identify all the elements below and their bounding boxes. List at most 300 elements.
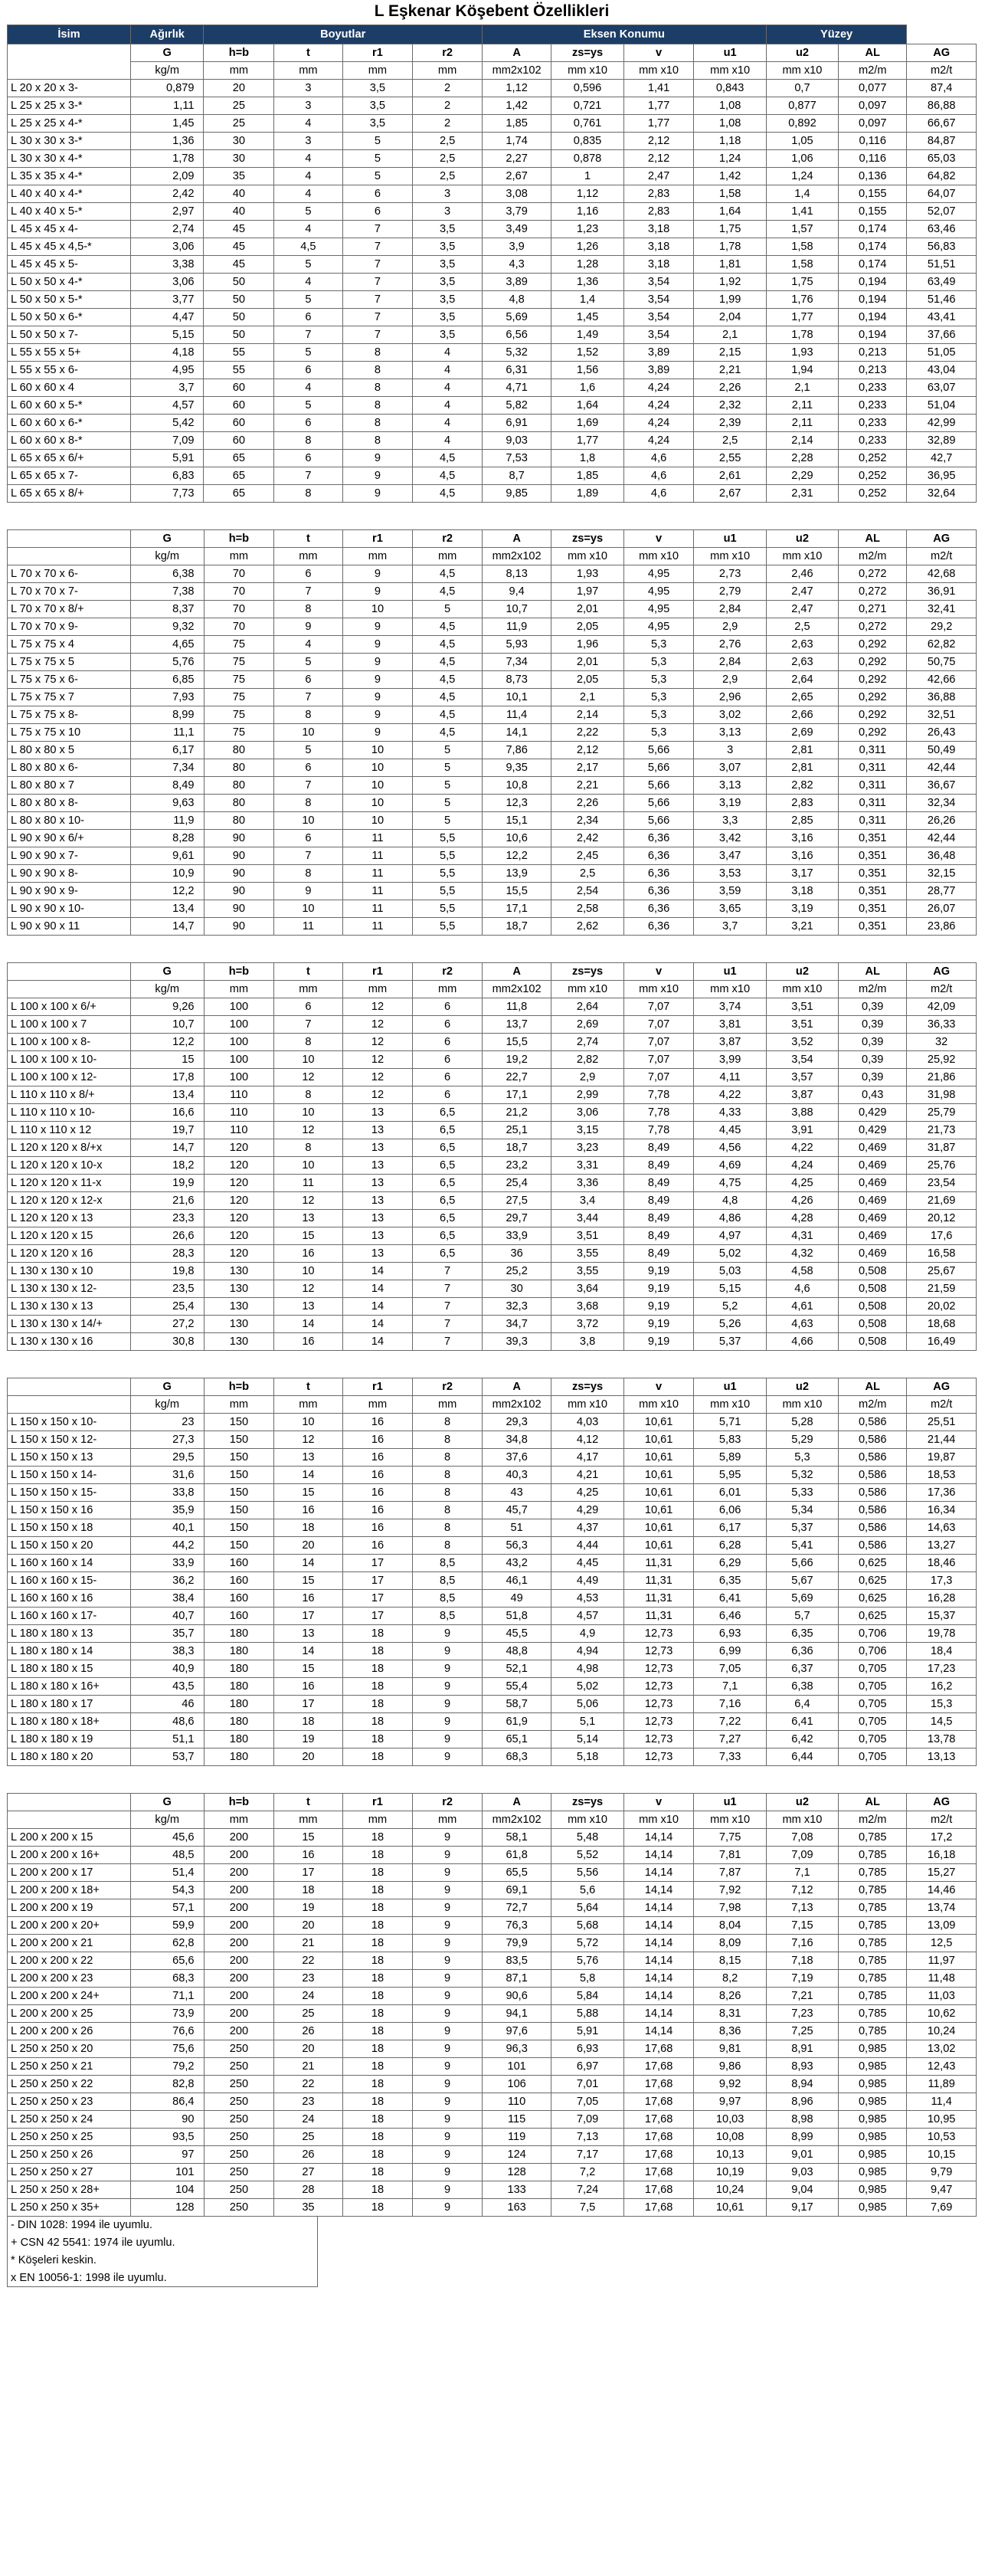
value-cell: 5,5: [413, 918, 483, 936]
table-row: [8, 636, 977, 654]
value-cell: 65,6: [130, 1952, 204, 1970]
value-cell: 3,87: [766, 1086, 838, 1104]
unit-header: mm: [204, 548, 274, 565]
profile-name-cell: L 120 x 120 x 15: [8, 1227, 131, 1245]
value-cell: 5,91: [551, 2023, 623, 2040]
profile-name-cell: L 50 x 50 x 4-*: [8, 274, 131, 291]
value-cell: 13: [342, 1175, 413, 1192]
value-cell: 12: [342, 998, 413, 1016]
value-cell: 1,76: [766, 291, 838, 309]
value-cell: 6,01: [694, 1484, 766, 1502]
value-cell: 4,11: [694, 1069, 766, 1086]
value-cell: 6: [274, 309, 342, 326]
value-cell: 6,36: [623, 847, 694, 865]
value-cell: 12,73: [623, 1643, 694, 1660]
value-cell: 27,5: [482, 1192, 551, 1210]
value-cell: 4,5: [413, 671, 483, 689]
value-cell: 2,62: [551, 918, 623, 936]
table-row: [8, 1263, 977, 1280]
value-cell: 3,5: [413, 256, 483, 274]
profile-name-cell: L 250 x 250 x 28+: [8, 2181, 131, 2199]
value-cell: 3: [274, 80, 342, 97]
value-cell: 0,351: [839, 847, 907, 865]
value-cell: 17,68: [623, 2146, 694, 2164]
value-cell: 30,8: [130, 1333, 204, 1351]
value-cell: 2,21: [694, 362, 766, 379]
value-cell: 3,5: [413, 291, 483, 309]
value-cell: 4,25: [766, 1175, 838, 1192]
value-cell: 0,835: [551, 133, 623, 150]
value-cell: 3,16: [766, 847, 838, 865]
value-cell: 13: [342, 1210, 413, 1227]
value-cell: 40,9: [130, 1660, 204, 1678]
value-cell: 10: [342, 795, 413, 812]
value-cell: 6,29: [694, 1555, 766, 1572]
value-cell: 14,5: [907, 1713, 977, 1731]
value-cell: 5,02: [694, 1245, 766, 1263]
value-cell: 35,9: [130, 1502, 204, 1519]
value-cell: 14,14: [623, 1864, 694, 1882]
value-cell: 4,37: [551, 1519, 623, 1537]
value-cell: 16: [342, 1414, 413, 1431]
column-header: h=b: [204, 963, 274, 981]
value-cell: 0,586: [839, 1414, 907, 1431]
value-cell: 10: [274, 1104, 342, 1122]
value-cell: 9: [413, 1952, 483, 1970]
value-cell: 2,81: [766, 759, 838, 777]
name-unit-cell: [8, 981, 131, 998]
value-cell: 51,05: [907, 344, 977, 362]
table-row: [8, 1122, 977, 1139]
table-row: [8, 812, 977, 830]
unit-header: m2/t: [907, 548, 977, 565]
value-cell: 43,41: [907, 309, 977, 326]
value-cell: 7: [342, 221, 413, 238]
value-cell: 5,37: [694, 1333, 766, 1351]
value-cell: 8,28: [130, 830, 204, 847]
value-cell: 9: [413, 2164, 483, 2181]
value-cell: 9: [413, 1625, 483, 1643]
value-cell: 6: [413, 1086, 483, 1104]
value-cell: 15,37: [907, 1608, 977, 1625]
value-cell: 10,61: [623, 1502, 694, 1519]
value-cell: 200: [204, 1970, 274, 1988]
value-cell: 2,15: [694, 344, 766, 362]
value-cell: 32,64: [907, 485, 977, 503]
value-cell: 200: [204, 1847, 274, 1864]
unit-header-row: [8, 981, 977, 998]
value-cell: 0,097: [839, 115, 907, 133]
value-cell: 8,49: [623, 1210, 694, 1227]
value-cell: 7: [342, 274, 413, 291]
column-header: r2: [413, 530, 483, 548]
value-cell: 2,69: [766, 724, 838, 742]
value-cell: 0,586: [839, 1537, 907, 1555]
value-cell: 4,95: [623, 583, 694, 601]
value-cell: 15: [274, 1572, 342, 1590]
value-cell: 9: [342, 636, 413, 654]
column-header: r1: [342, 963, 413, 981]
column-header: h=b: [204, 44, 274, 62]
value-cell: 3: [413, 185, 483, 203]
column-header: A: [482, 44, 551, 62]
value-cell: 50,75: [907, 654, 977, 671]
profile-name-cell: L 200 x 200 x 19: [8, 1899, 131, 1917]
unit-header: mm x10: [551, 62, 623, 80]
value-cell: 5,15: [130, 326, 204, 344]
value-cell: 1,75: [694, 221, 766, 238]
value-cell: 5,66: [766, 1555, 838, 1572]
value-cell: 7,1: [694, 1678, 766, 1696]
value-cell: 38,3: [130, 1643, 204, 1660]
value-cell: 2,66: [766, 706, 838, 724]
value-cell: 2,42: [130, 185, 204, 203]
value-cell: 4,45: [551, 1555, 623, 1572]
value-cell: 5,5: [413, 883, 483, 900]
table-row: [8, 256, 977, 274]
value-cell: 56,83: [907, 238, 977, 256]
value-cell: 9: [413, 2199, 483, 2217]
value-cell: 16,49: [907, 1333, 977, 1351]
column-header: zs=ys: [551, 530, 623, 548]
value-cell: 7: [413, 1263, 483, 1280]
value-cell: 55: [204, 344, 274, 362]
value-cell: 15: [130, 1051, 204, 1069]
value-cell: 0,43: [839, 1086, 907, 1104]
profile-name-cell: L 65 x 65 x 7-: [8, 467, 131, 485]
value-cell: 2,76: [694, 636, 766, 654]
value-cell: 30: [204, 150, 274, 168]
value-cell: 6: [274, 830, 342, 847]
table-row: [8, 1449, 977, 1467]
value-cell: 0,705: [839, 1678, 907, 1696]
value-cell: 14,14: [623, 1899, 694, 1917]
value-cell: 14: [342, 1316, 413, 1333]
value-cell: 8,5: [413, 1572, 483, 1590]
column-header: AG: [907, 963, 977, 981]
table-row: [8, 379, 977, 397]
value-cell: 16: [342, 1431, 413, 1449]
value-cell: 15,5: [482, 1034, 551, 1051]
value-cell: 2: [413, 97, 483, 115]
value-cell: 3,51: [551, 1227, 623, 1245]
value-cell: 2,42: [551, 830, 623, 847]
unit-header: mm2x102: [482, 62, 551, 80]
column-header: u1: [694, 44, 766, 62]
value-cell: 13: [342, 1104, 413, 1122]
table-row: [8, 1431, 977, 1449]
unit-header: kg/m: [130, 1396, 204, 1414]
value-cell: 6,38: [130, 565, 204, 583]
value-cell: 12: [274, 1122, 342, 1139]
value-cell: 150: [204, 1537, 274, 1555]
value-cell: 8: [413, 1519, 483, 1537]
value-cell: 8,49: [623, 1227, 694, 1245]
value-cell: 7,22: [694, 1713, 766, 1731]
value-cell: 6,93: [551, 2040, 623, 2058]
value-cell: 128: [482, 2164, 551, 2181]
value-cell: 18: [342, 1917, 413, 1935]
value-cell: 36,2: [130, 1572, 204, 1590]
value-cell: 0,272: [839, 583, 907, 601]
table-row: [8, 1519, 977, 1537]
profile-table-1: [7, 25, 977, 503]
value-cell: 9: [413, 1731, 483, 1748]
value-cell: 8: [413, 1467, 483, 1484]
value-cell: 25: [204, 97, 274, 115]
value-cell: 8: [342, 379, 413, 397]
value-cell: 4,8: [482, 291, 551, 309]
value-cell: 8,5: [413, 1590, 483, 1608]
profile-name-cell: L 25 x 25 x 4-*: [8, 115, 131, 133]
value-cell: 2,79: [694, 583, 766, 601]
value-cell: 0,508: [839, 1280, 907, 1298]
table-row: [8, 1537, 977, 1555]
value-cell: 3,91: [766, 1122, 838, 1139]
value-cell: 61,8: [482, 1847, 551, 1864]
value-cell: 30: [482, 1280, 551, 1298]
value-cell: 5,66: [623, 795, 694, 812]
value-cell: 3,55: [551, 1245, 623, 1263]
value-cell: 90: [204, 847, 274, 865]
value-cell: 29,5: [130, 1449, 204, 1467]
value-cell: 80: [204, 742, 274, 759]
value-cell: 3,55: [551, 1263, 623, 1280]
group-weight: Ağırlık: [130, 25, 204, 44]
value-cell: 1,4: [551, 291, 623, 309]
value-cell: 2,47: [623, 168, 694, 185]
table-row: [8, 2076, 977, 2093]
value-cell: 7,98: [694, 1899, 766, 1917]
column-header: t: [274, 44, 342, 62]
value-cell: 2,11: [766, 415, 838, 432]
value-cell: 48,5: [130, 1847, 204, 1864]
value-cell: 4: [413, 397, 483, 415]
value-cell: 19,9: [130, 1175, 204, 1192]
value-cell: 17: [274, 1696, 342, 1713]
value-cell: 0,272: [839, 565, 907, 583]
value-cell: 5: [274, 397, 342, 415]
table-row: [8, 467, 977, 485]
value-cell: 0,985: [839, 2040, 907, 2058]
value-cell: 17: [342, 1608, 413, 1625]
profile-name-cell: L 90 x 90 x 11: [8, 918, 131, 936]
value-cell: 9: [413, 2146, 483, 2164]
value-cell: 3,47: [694, 847, 766, 865]
footnote: - DIN 1028: 1994 ile uyumlu.: [7, 2217, 318, 2234]
value-cell: 19: [274, 1731, 342, 1748]
value-cell: 8,49: [623, 1192, 694, 1210]
table-row: [8, 1899, 977, 1917]
value-cell: 10: [274, 724, 342, 742]
value-cell: 250: [204, 2164, 274, 2181]
value-cell: 4,98: [551, 1660, 623, 1678]
value-cell: 4,26: [766, 1192, 838, 1210]
table-row: [8, 1847, 977, 1864]
value-cell: 39,3: [482, 1333, 551, 1351]
value-cell: 0,252: [839, 485, 907, 503]
value-cell: 24: [274, 1988, 342, 2005]
value-cell: 4,71: [482, 379, 551, 397]
value-cell: 0,271: [839, 601, 907, 618]
value-cell: 6,28: [694, 1537, 766, 1555]
value-cell: 1,94: [766, 362, 838, 379]
value-cell: 4: [274, 185, 342, 203]
value-cell: 26: [274, 2023, 342, 2040]
value-cell: 10,15: [907, 2146, 977, 2164]
value-cell: 20,02: [907, 1298, 977, 1316]
value-cell: 1,96: [551, 636, 623, 654]
value-cell: 1,58: [766, 256, 838, 274]
value-cell: 14: [274, 1555, 342, 1572]
unit-header: mm: [342, 981, 413, 998]
value-cell: 17,68: [623, 2199, 694, 2217]
value-cell: 2,27: [482, 150, 551, 168]
value-cell: 18: [342, 2181, 413, 2199]
value-cell: 3,88: [766, 1104, 838, 1122]
profile-name-cell: L 110 x 110 x 12: [8, 1122, 131, 1139]
profile-name-cell: L 120 x 120 x 13: [8, 1210, 131, 1227]
value-cell: 1,24: [694, 150, 766, 168]
value-cell: 23,2: [482, 1157, 551, 1175]
value-cell: 51,1: [130, 1731, 204, 1748]
value-cell: 3,06: [551, 1104, 623, 1122]
value-cell: 25,4: [130, 1298, 204, 1316]
value-cell: 17,68: [623, 2111, 694, 2129]
value-cell: 6,17: [130, 742, 204, 759]
table-row: [8, 689, 977, 706]
value-cell: 4,63: [766, 1316, 838, 1333]
value-cell: 6,56: [482, 326, 551, 344]
value-cell: 2,46: [766, 565, 838, 583]
value-cell: 9: [413, 1643, 483, 1660]
value-cell: 5,93: [482, 636, 551, 654]
value-cell: 7,2: [551, 2164, 623, 2181]
value-cell: 0,705: [839, 1731, 907, 1748]
column-header: AL: [839, 963, 907, 981]
value-cell: 3: [274, 133, 342, 150]
name-unit-cell: [8, 1811, 131, 1829]
value-cell: 15: [274, 1484, 342, 1502]
value-cell: 10,8: [482, 777, 551, 795]
value-cell: 5,7: [766, 1608, 838, 1625]
value-cell: 3,18: [623, 221, 694, 238]
value-cell: 120: [204, 1139, 274, 1157]
value-cell: 26: [274, 2146, 342, 2164]
value-cell: 9,85: [482, 485, 551, 503]
value-cell: 18: [342, 1713, 413, 1731]
value-cell: 18: [342, 1847, 413, 1864]
value-cell: 72,7: [482, 1899, 551, 1917]
table-row: [8, 777, 977, 795]
table-row: [8, 485, 977, 503]
value-cell: 50,49: [907, 742, 977, 759]
value-cell: 8,13: [482, 565, 551, 583]
value-cell: 2,83: [623, 203, 694, 221]
value-cell: 4,17: [551, 1449, 623, 1467]
value-cell: 4,21: [551, 1467, 623, 1484]
table-row: [8, 601, 977, 618]
value-cell: 4,57: [551, 1608, 623, 1625]
value-cell: 9,81: [694, 2040, 766, 2058]
value-cell: 11: [342, 847, 413, 865]
table-row: [8, 724, 977, 742]
value-cell: 10,53: [907, 2129, 977, 2146]
value-cell: 3,59: [694, 883, 766, 900]
value-cell: 5,8: [551, 1970, 623, 1988]
value-cell: 9,17: [766, 2199, 838, 2217]
value-cell: 1,8: [551, 450, 623, 467]
profile-name-cell: L 200 x 200 x 17: [8, 1864, 131, 1882]
value-cell: 3,8: [551, 1333, 623, 1351]
value-cell: 4,49: [551, 1572, 623, 1590]
value-cell: 14: [274, 1316, 342, 1333]
value-cell: 3: [413, 203, 483, 221]
value-cell: 16,6: [130, 1104, 204, 1122]
value-cell: 12: [274, 1069, 342, 1086]
value-cell: 5,76: [130, 654, 204, 671]
value-cell: 8,49: [623, 1157, 694, 1175]
value-cell: 0,272: [839, 618, 907, 636]
value-cell: 2,61: [694, 467, 766, 485]
value-cell: 1,36: [130, 133, 204, 150]
value-cell: 4,53: [551, 1590, 623, 1608]
value-cell: 4: [413, 344, 483, 362]
profile-name-cell: L 100 x 100 x 7: [8, 1016, 131, 1034]
profile-name-cell: L 30 x 30 x 4-*: [8, 150, 131, 168]
unit-header: m2/m: [839, 981, 907, 998]
value-cell: 0,586: [839, 1467, 907, 1484]
table-row: [8, 150, 977, 168]
value-cell: 84,87: [907, 133, 977, 150]
value-cell: 9: [274, 883, 342, 900]
value-cell: 25,1: [482, 1122, 551, 1139]
value-cell: 73,9: [130, 2005, 204, 2023]
column-header: zs=ys: [551, 1794, 623, 1811]
profile-name-cell: L 45 x 45 x 5-: [8, 256, 131, 274]
value-cell: 9: [413, 2040, 483, 2058]
value-cell: 10,61: [623, 1431, 694, 1449]
value-cell: 21,86: [907, 1069, 977, 1086]
table-row: [8, 847, 977, 865]
value-cell: 7: [413, 1280, 483, 1298]
value-cell: 13: [274, 1298, 342, 1316]
value-cell: 7: [274, 1016, 342, 1034]
profile-name-cell: L 130 x 130 x 16: [8, 1333, 131, 1351]
value-cell: 3,36: [551, 1175, 623, 1192]
value-cell: 2,64: [551, 998, 623, 1016]
value-cell: 7,34: [482, 654, 551, 671]
value-cell: 2,84: [694, 601, 766, 618]
value-cell: 7,78: [623, 1122, 694, 1139]
value-cell: 1,77: [623, 97, 694, 115]
value-cell: 19,87: [907, 1449, 977, 1467]
value-cell: 2,47: [766, 601, 838, 618]
value-cell: 1,92: [694, 274, 766, 291]
value-cell: 3,54: [766, 1051, 838, 1069]
value-cell: 17: [342, 1572, 413, 1590]
value-cell: 6,17: [694, 1519, 766, 1537]
value-cell: 4,24: [766, 1157, 838, 1175]
value-cell: 11,89: [907, 2076, 977, 2093]
value-cell: 10: [274, 900, 342, 918]
value-cell: 17,1: [482, 900, 551, 918]
value-cell: 6,5: [413, 1175, 483, 1192]
value-cell: 0,985: [839, 2129, 907, 2146]
value-cell: 180: [204, 1678, 274, 1696]
value-cell: 2,34: [551, 812, 623, 830]
value-cell: 6: [413, 1069, 483, 1086]
